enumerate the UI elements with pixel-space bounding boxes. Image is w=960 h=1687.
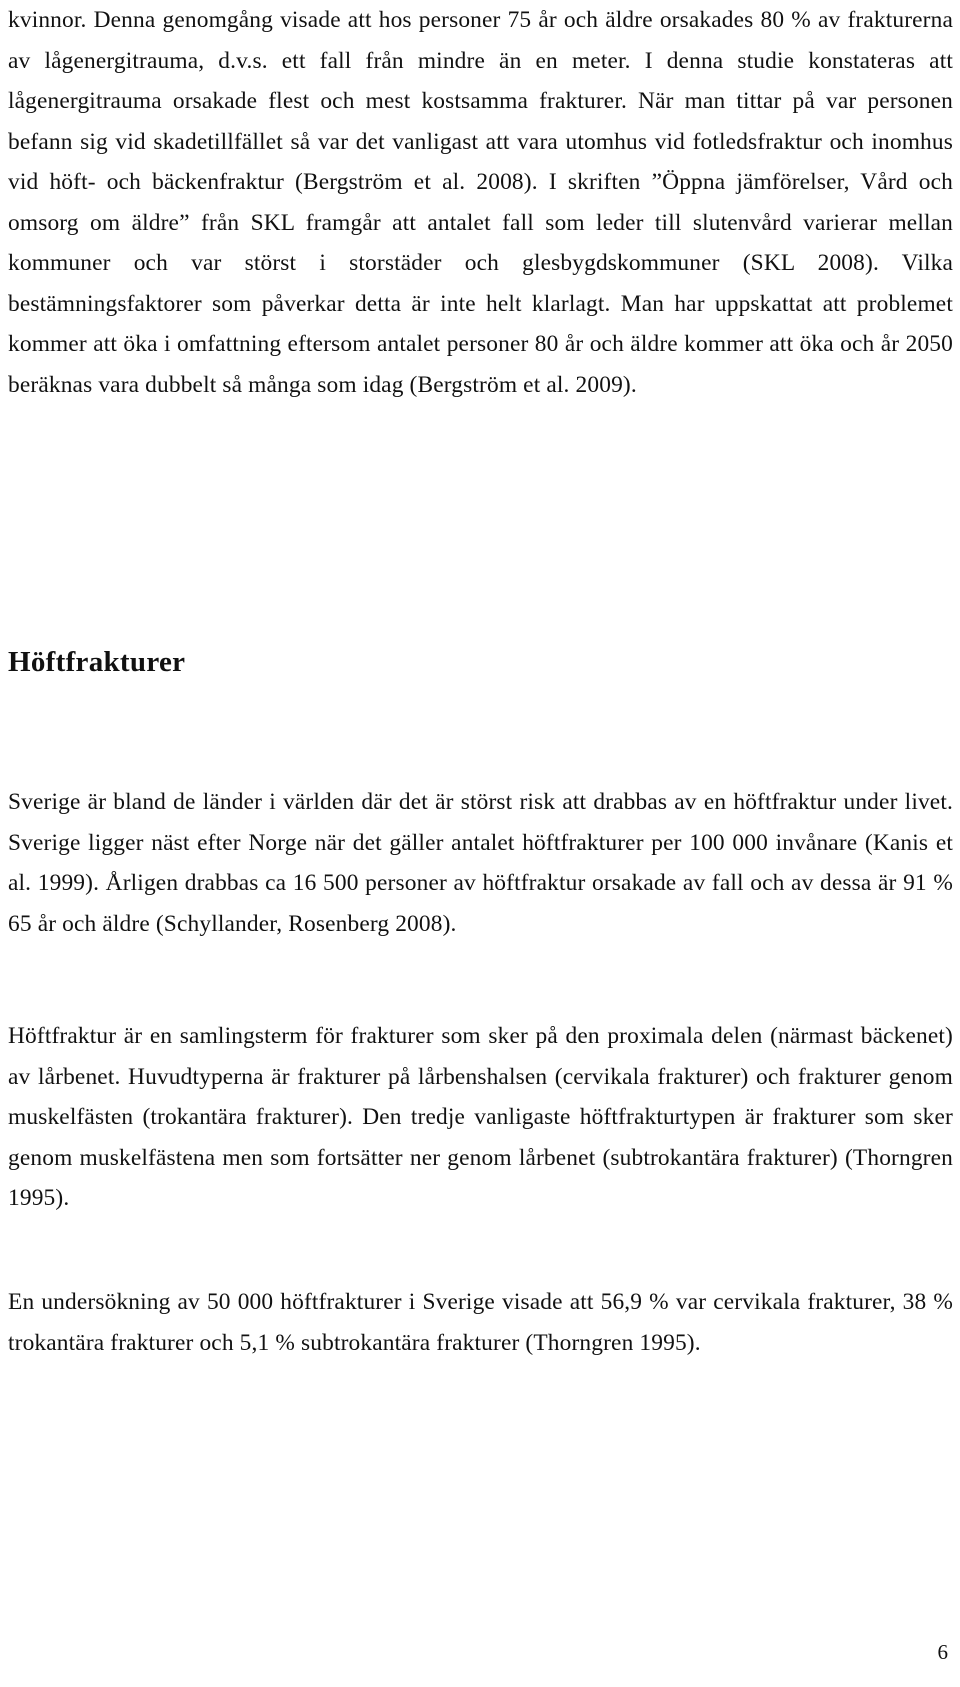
- body-paragraph: kvinnor. Denna genomgång visade att hos personer 75 år och äldre orsakades 80 % av frakturerna av lågenergitrauma, d.v.s. ett fall från mindre än en meter. I denna studie konstateras att lågenergitrauma orsakade flest och mest kostsamma frakturer. När man tittar på var personen befann sig vid skadetillfället så var det vanligast att vara utomhus vid fotledsfraktur och inomhus vid höft- och bäckenfraktur (Bergström et al. 2008). I skriften ”Öppna jämförelser, Vård och omsorg om äldre” från SKL framgår att antalet fall som leder till slutenvård varierar mellan kommuner och var störst i storstäder och glesbygdskommuner (SKL 2008). Vilka bestämningsfaktorer som påverkar detta är inte helt klarlagt. Man har uppskattat att problemet kommer att öka i omfattning eftersom antalet personer 80 år och äldre kommer att öka och år 2050 beräknas vara dubbelt så många som idag (Bergström et al. 2009).: [8, 7, 953, 398]
- body-paragraph: Höftfraktur är en samlingsterm för frakturer som sker på den proximala delen (närmast bäckenet) av lårbenet. Huvudtyperna är frakturer på lårbenshalsen (cervikala frakturer) och frakturer genom muskelfästen (trokantära frakturer). Den tredje vanligaste höftfrakturtypen är frakturer som sker genom muskelfästena men som fortsätter ner genom lårbenet (subtrokantära frakturer) (Thorngren 1995).: [8, 1023, 953, 1211]
- page-number: 6: [937, 1640, 948, 1664]
- body-paragraph: En undersökning av 50 000 höftfrakturer i Sverige visade att 56,9 % var cervikala frakturer, 38 % trokantära frakturer och 5,1 % subtrokantära frakturer (Thorngren 1995).: [8, 1289, 953, 1356]
- section-heading: Höftfrakturer: [8, 646, 186, 678]
- body-paragraph: Sverige är bland de länder i världen där det är störst risk att drabbas av en höftfraktur under livet. Sverige ligger näst efter Norge när det gäller antalet höftfrakturer per 100 000 invånare (Kanis et al. 1999). Årligen drabbas ca 16 500 personer av höftfraktur orsakade av fall och av dessa är 91 % 65 år och äldre (Schyllander, Rosenberg 2008).: [8, 789, 953, 937]
